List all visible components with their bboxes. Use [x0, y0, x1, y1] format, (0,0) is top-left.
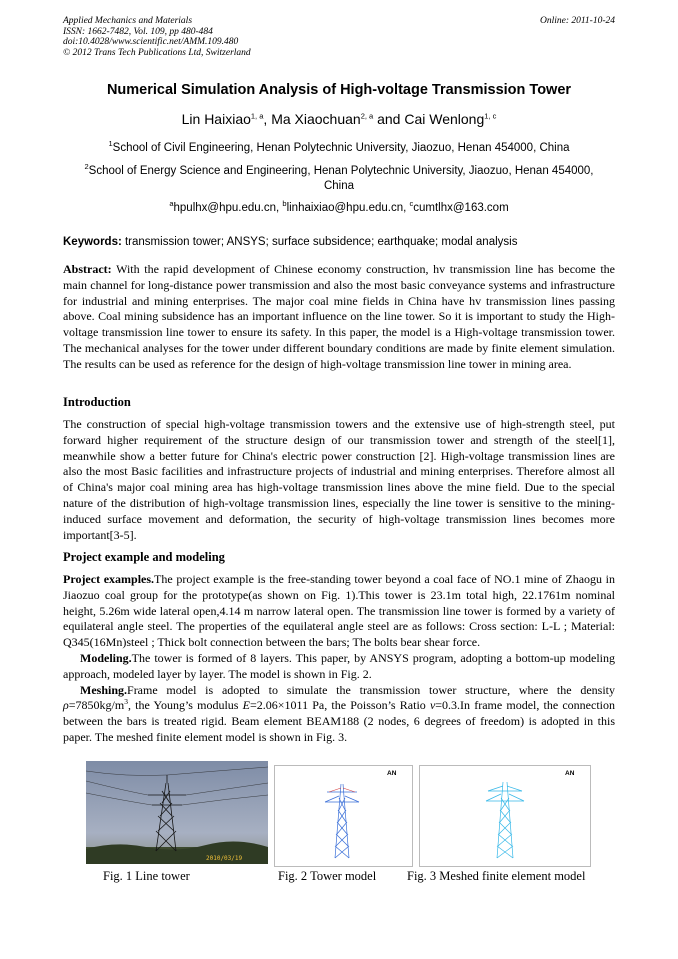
symbol-nu: ν: [429, 698, 436, 713]
author-2: Ma Xiaochuan: [271, 111, 361, 127]
figure-3-meshed-model: [419, 765, 591, 867]
modeling-text: The tower is formed of 8 layers. This paper, by ANSYS program, adopting a bottom-up modeling approach, modeled layer by layer. The model is shown in Fig. 2.: [63, 650, 615, 681]
author-1-affil: 1, a: [250, 111, 264, 121]
keywords: [63, 236, 615, 248]
author-3: Cai Wenlong: [404, 111, 485, 127]
doi-line: doi:10.4028/www.scientific.net/AMM.109.480: [63, 37, 239, 47]
author-1: Lin Haixiao: [181, 111, 251, 127]
figure-1-photo: [86, 761, 268, 864]
meshing-text: Frame model is adopted to simulate the transmission tower structure, where the density: [127, 682, 615, 697]
issn-line: ISSN: 1662-7482, Vol. 109, pp 480-484: [63, 26, 213, 37]
meshing-label: Meshing.: [80, 682, 128, 697]
author-separator: ,: [263, 111, 272, 127]
introduction-heading: Introduction: [63, 395, 131, 409]
figure-2-caption: Fig. 2 Tower model: [278, 869, 377, 883]
keywords-text: transmission tower; ANSYS; surface subsidence; earthquake; modal analysis: [121, 236, 518, 248]
email-a: hpulhx@hpu.edu.cn,: [173, 202, 283, 214]
figure-1-caption: Fig. 1 Line tower: [103, 869, 190, 883]
email-line: [70, 201, 608, 216]
email-sup: a: [169, 199, 174, 209]
author-list: [0, 111, 678, 127]
line-tower-photo: [86, 761, 268, 864]
introduction-text: The construction of special high-voltage transmission towers and the extensive use of high-strength steel, put forward higher requirement of the structure design of our transmission tower and strength of the steel[1], meanwhile show a better future for China's electric power construction [2]. High-voltage transmission lines are also the most Basic facilities and infrastructure projects of industrial and mining enterprises. Therefore almost all of China's major coal mining area has high-voltage transmission lines above the mine field. Due to the special nature of the distribution of high-voltage transmission lines, especially the line tower is sensitive to the mining-induced surface movement and deformation, the security of high-voltage transmission lines becomes more important[3-5].: [63, 417, 615, 542]
affiliation-text: School of Civil Engineering, Henan Polytechnic University, Jiaozuo, Henan 454000, China: [112, 142, 570, 154]
project-examples-text: The project example is the free-standing tower beyond a coal face of NO.1 mine of Zhaogu in Jiaozuo coal group for the prototype(as shown on Fig. 1).This tower is 23.1m total high, 22.1761m nominal height, 5.26m wide lateral open,4.14 m narrow lateral open. The transmission line tower is formed by a variety of equilateral angle steel. The properties of the equilateral angle steel are as follows: Cross section: L-L ; Material: Q345(16Mn)steel ; Thick bolt connection between the bars; The bolts bear shear force.: [63, 572, 615, 650]
modeling-paragraph: [63, 651, 615, 683]
meshing-text: =7850kg/m: [68, 698, 125, 713]
journal-header: [63, 16, 251, 58]
copyright-line: © 2012 Trans Tech Publications Ltd, Switzerland: [63, 47, 251, 58]
abstract: [63, 262, 615, 373]
meshing-text: , the Young’s modulus: [127, 698, 243, 713]
meshing-text: =2.06×1011 Pa, the Poisson’s Ratio: [250, 698, 430, 713]
email-c: cumtlhx@163.com: [413, 202, 509, 214]
abstract-text: With the rapid development of Chinese economy construction, hv transmission line has become the main channel for long-distance power transmission and also the most basic conveyance systems and infrastructure for industrial and mining enterprises. The major coal mine fields in China have hv transmission lines passing above. Coal mining subsidence has an important influence on the line tower. So it is important to study the High-voltage transmission line tower to ensure its safety. In this paper, the model is a High-voltage transmission tower. The mechanical analyses for the tower under different boundary conditions are made by finite element simulation. The results can be used as reference for the design of high-voltage transmission line tower in mining area.: [63, 262, 615, 371]
author-separator: and: [373, 111, 405, 127]
figure-3-caption: Fig. 3 Meshed finite element model: [407, 869, 586, 883]
email-sup: c: [409, 199, 414, 209]
keywords-label: Keywords:: [63, 236, 122, 248]
affiliation-1: [70, 141, 608, 156]
author-2-affil: 2, a: [360, 111, 374, 121]
superscript: 3: [124, 697, 128, 707]
email-b: linhaixiao@hpu.edu.cn,: [286, 202, 410, 214]
author-3-affil: 1, c: [484, 111, 497, 121]
tower-model-plot: [275, 766, 412, 866]
journal-name: Applied Mechanics and Materials: [63, 16, 193, 26]
figure-2-tower-model: [274, 765, 413, 867]
abstract-label: Abstract:: [63, 262, 112, 276]
affiliation-text: School of Energy Science and Engineering, Henan Polytechnic University, Jiaozuo, Henan 454000, China: [88, 165, 594, 192]
affiliation-2: [70, 164, 608, 194]
online-date: Online: 2011-10-24: [539, 16, 615, 26]
symbol-rho: ρ: [63, 698, 69, 713]
project-examples-label: Project examples.: [63, 572, 155, 586]
project-heading: Project example and modeling: [63, 550, 225, 564]
meshing-text: =0.3.In frame model, the connection between the bars is treated rigid. Beam element BEAM188 (2 nodes, 6 degrees of freedom) is adopted in this paper. The meshed finite element model is shown in Fig. 3.: [63, 698, 615, 744]
affiliation-number: 1: [108, 139, 113, 149]
affiliation-number: 2: [84, 162, 89, 172]
paper-title: Numerical Simulation Analysis of High-voltage Transmission Tower: [106, 82, 572, 98]
modeling-label: Modeling.: [80, 650, 132, 665]
symbol-e: E: [242, 698, 250, 713]
meshed-model-plot: [420, 766, 590, 866]
project-section: [63, 572, 615, 746]
photo-date-stamp: 2010/03/19: [206, 855, 243, 862]
email-sup: b: [282, 199, 287, 209]
meshing-paragraph: [63, 683, 615, 746]
project-examples-paragraph: [63, 572, 615, 651]
ansys-logo: AN: [387, 770, 397, 777]
ansys-logo: AN: [565, 770, 575, 777]
